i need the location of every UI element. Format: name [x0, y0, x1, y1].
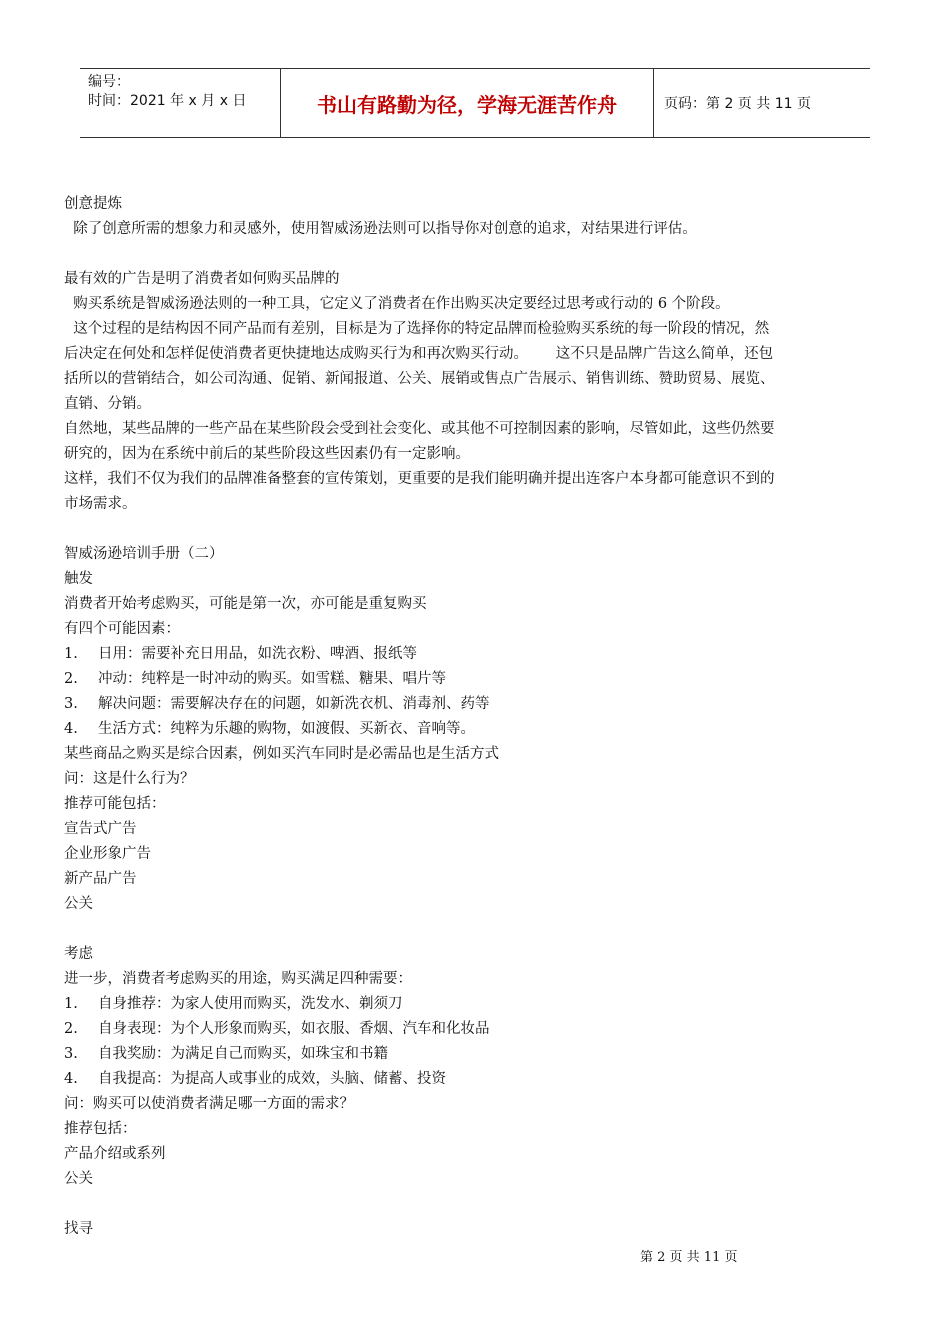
list-item: 4. 生活方式：纯粹为乐趣的购物，如渡假、买新衣、音响等。: [64, 721, 475, 737]
document-body: [64, 192, 890, 1242]
paragraph-line: 后决定在何处和怎样促使消费者更快捷地达成购买行为和再次购买行动。 这不只是品牌广告这么简单，还包: [64, 346, 774, 362]
list-item: 3. 解决问题：需要解决存在的问题，如新洗衣机、消毒剂、药等: [64, 696, 490, 712]
question: 问：购买可以使消费者满足哪一方面的需求？: [64, 1096, 354, 1112]
list-item: 3. 自我奖励：为满足自己而购买，如珠宝和书籍: [64, 1046, 388, 1062]
header-left-cell: [80, 69, 281, 137]
recommend-item: 公关: [64, 1171, 93, 1187]
paragraph: 除了创意所需的想象力和灵感外，使用智威汤逊法则可以指导你对创意的追求，对结果进行评估。: [64, 221, 697, 237]
subsection-title: 触发: [64, 571, 93, 587]
list-item: 4. 自我提高：为提高人或事业的成效，头脑、储蓄、投资: [64, 1071, 446, 1087]
list-item: 1. 日用：需要补充日用品，如洗衣粉、啤酒、报纸等: [64, 646, 417, 662]
section-title: 最有效的广告是明了消费者如何购买品牌的: [64, 271, 340, 287]
page-footer: 第 2 页 共 11 页: [640, 1250, 738, 1265]
list-item: 2. 冲动：纯粹是一时冲动的购买。如雪糕、糖果、唱片等: [64, 671, 446, 687]
recommend-item: 新产品广告: [64, 871, 137, 887]
doc-number: 编号：: [88, 74, 130, 90]
list-item: 1. 自身推荐：为家人使用而购买，洗发水、剃须刀: [64, 996, 403, 1012]
section-title: 考虑: [64, 946, 93, 962]
recommend-label: 推荐包括：: [64, 1121, 137, 1137]
paragraph: 某些商品之购买是综合因素，例如买汽车同时是必需品也是生活方式: [64, 746, 499, 762]
section-title: 找寻: [64, 1221, 93, 1237]
paragraph: 进一步，消费者考虑购买的用途，购买满足四种需要：: [64, 971, 412, 987]
paragraph: 有四个可能因素：: [64, 621, 180, 637]
section-title: 智威汤逊培训手册（二）: [64, 546, 224, 562]
header-page-info: 页码：第 2 页 共 11 页: [664, 96, 811, 112]
paragraph: 消费者开始考虑购买，可能是第一次，亦可能是重复购买: [64, 596, 427, 612]
recommend-item: 宣告式广告: [64, 821, 137, 837]
paragraph-line: 市场需求。: [64, 496, 137, 512]
paragraph-line: 括所以的营销结合，如公司沟通、促销、新闻报道、公关、展销或售点广告展示、销售训练、赞助贸易、展览、: [64, 371, 775, 387]
section-title: 创意提炼: [64, 196, 122, 212]
header-table: [80, 68, 870, 138]
paragraph-line: 自然地，某些品牌的一些产品在某些阶段会受到社会变化、或其他不可控制因素的影响，尽管如此，这些仍然要: [64, 421, 775, 437]
header-motto: 书山有路勤为径，学海无涯苦作舟: [281, 69, 654, 137]
paragraph-line: 研究的，因为在系统中前后的某些阶段这些因素仍有一定影响。: [64, 446, 470, 462]
paragraph-line: 这样，我们不仅为我们的品牌准备整套的宣传策划，更重要的是我们能明确并提出连客户本身都可能意识不到的: [64, 471, 775, 487]
doc-time: 时间：2021 年 x 月 x 日: [88, 93, 247, 109]
list-item: 2. 自身表现：为个人形象而购买，如衣服、香烟、汽车和化妆品: [64, 1021, 490, 1037]
paragraph-line: 直销、分销。: [64, 396, 151, 412]
recommend-label: 推荐可能包括：: [64, 796, 166, 812]
question: 问：这是什么行为？: [64, 771, 195, 787]
paragraph-line: 这个过程的是结构因不同产品而有差别，目标是为了选择你的特定品牌而检验购买系统的每一阶段的情况，然: [64, 321, 770, 337]
paragraph: 购买系统是智威汤逊法则的一种工具，它定义了消费者在作出购买决定要经过思考或行动的 6 个阶段。: [64, 296, 730, 312]
recommend-item: 企业形象广告: [64, 846, 151, 862]
recommend-item: 产品介绍或系列: [64, 1146, 166, 1162]
recommend-item: 公关: [64, 896, 93, 912]
